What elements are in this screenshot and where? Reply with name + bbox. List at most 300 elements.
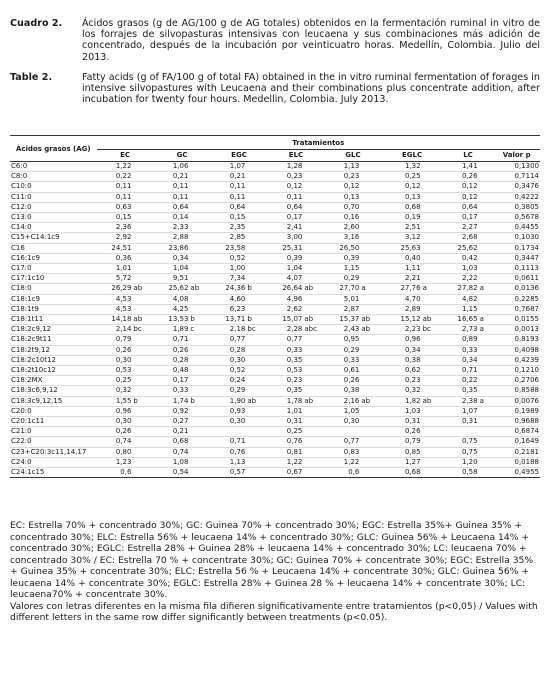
significance-letter <box>303 437 324 447</box>
significance-letter <box>132 345 153 355</box>
treatment-value: 4,96 <box>268 294 304 304</box>
significance-letter <box>132 457 153 467</box>
treatment-value: 0,57 <box>211 468 247 478</box>
significance-letter <box>360 294 381 304</box>
treatment-value: 23,86 <box>154 243 190 253</box>
fatty-acid-name: C24:0 <box>10 457 97 467</box>
significance-letter <box>132 335 153 345</box>
treatment-value: 27,76 <box>381 284 421 294</box>
treatment-value: 1,07 <box>211 162 247 172</box>
treatment-value: 1,89 <box>154 325 190 335</box>
treatment-value: 0,29 <box>324 274 360 284</box>
treatment-value: 0,30 <box>324 417 360 427</box>
significance-letter <box>479 457 494 467</box>
significance-letter <box>132 437 153 447</box>
caption-english-text: Fatty acids (g of FA/100 g of total FA) obtained in the in vitro ruminal fermentation of forages in intensive silvopastures with Leucaena and their combinations plus concentrate addition, after incubation for twenty four hours. Medellin, Colombia. July 2013. <box>82 72 540 106</box>
treatment-value: 2,43 <box>324 325 360 335</box>
treatment-value: 0,15 <box>211 213 247 223</box>
column-header: GC <box>154 150 211 162</box>
significance-letter <box>479 182 494 192</box>
treatment-value <box>324 427 360 437</box>
treatment-value: 27,70 <box>324 284 360 294</box>
treatment-value: 0,35 <box>268 386 304 396</box>
significance-letter <box>303 427 324 437</box>
treatment-value: 2,35 <box>211 223 247 233</box>
treatment-value: 0,11 <box>97 192 133 202</box>
treatment-value: 0,52 <box>211 366 247 376</box>
fatty-acid-name: C17:0 <box>10 264 97 274</box>
treatment-value: 1,11 <box>381 264 421 274</box>
treatment-value: 2,27 <box>443 223 479 233</box>
significance-letter <box>479 386 494 396</box>
p-value: 0,1113 <box>493 264 540 274</box>
table-footnotes <box>10 520 540 624</box>
significance-letter <box>422 233 443 243</box>
treatment-value: 0,34 <box>154 253 190 263</box>
significance-letter <box>479 437 494 447</box>
treatment-value: 0,68 <box>381 202 421 212</box>
treatment-value: 0,28 <box>211 345 247 355</box>
treatment-value: 0,35 <box>268 355 304 365</box>
significance-letter <box>189 427 210 437</box>
significance-letter <box>422 274 443 284</box>
treatment-value: 0,17 <box>268 213 304 223</box>
treatment-value: 1,01 <box>268 406 304 416</box>
treatment-value: 4,53 <box>97 294 133 304</box>
treatment-value: 1,41 <box>443 162 479 172</box>
treatment-value: 1,32 <box>381 162 421 172</box>
treatment-value: 2,21 <box>381 274 421 284</box>
significance-letter: b <box>189 396 210 406</box>
treatment-value: 0,32 <box>381 386 421 396</box>
treatment-value: 1,13 <box>324 162 360 172</box>
treatment-value: 2,22 <box>443 274 479 284</box>
significance-letter <box>132 417 153 427</box>
significance-letter: ab <box>422 396 443 406</box>
p-value: 0,4455 <box>493 223 540 233</box>
treatment-value: 0,85 <box>381 447 421 457</box>
fatty-acid-name: C18:3c6,9,12 <box>10 386 97 396</box>
significance-letter <box>303 202 324 212</box>
significance-letter <box>189 345 210 355</box>
significance-letter <box>422 223 443 233</box>
significance-letter <box>303 233 324 243</box>
significance-letter <box>246 294 267 304</box>
treatment-value: 1,78 <box>268 396 304 406</box>
treatment-value: 1,06 <box>154 162 190 172</box>
significance-letter <box>360 366 381 376</box>
table-row <box>10 294 540 304</box>
treatment-value: 4,08 <box>154 294 190 304</box>
significance-letter <box>246 172 267 182</box>
treatment-value: 0,64 <box>268 202 304 212</box>
significance-letter <box>246 406 267 416</box>
treatment-value: 1,23 <box>97 457 133 467</box>
treatment-value: 1,22 <box>324 457 360 467</box>
treatment-value: 0,89 <box>443 335 479 345</box>
treatment-value: 26,29 <box>97 284 133 294</box>
treatment-value: 0,13 <box>381 192 421 202</box>
significance-letter <box>189 192 210 202</box>
treatment-value: 2,68 <box>443 233 479 243</box>
significance-letter <box>132 376 153 386</box>
fatty-acid-name: C22:0 <box>10 437 97 447</box>
significance-letter <box>422 457 443 467</box>
p-value: 0,4222 <box>493 192 540 202</box>
significance-letter <box>303 355 324 365</box>
fatty-acid-name: C18:2MX <box>10 376 97 386</box>
significance-letter <box>422 427 443 437</box>
fatty-acid-name: C11:0 <box>10 192 97 202</box>
caption-spanish <box>10 18 540 63</box>
table-row <box>10 304 540 314</box>
treatment-value: 0,26 <box>443 172 479 182</box>
treatment-value: 0,13 <box>324 192 360 202</box>
significance-letter <box>422 182 443 192</box>
treatment-value: 0,23 <box>381 376 421 386</box>
treatment-value: 0,71 <box>211 437 247 447</box>
significance-letter <box>246 223 267 233</box>
significance-letter <box>479 355 494 365</box>
treatment-value: 2,16 <box>324 396 360 406</box>
significance-letter <box>246 202 267 212</box>
significance-letter: a <box>422 284 443 294</box>
table-row <box>10 315 540 325</box>
table-row <box>10 162 540 172</box>
treatment-value: 0,23 <box>324 172 360 182</box>
significance-letter <box>360 213 381 223</box>
treatment-value: 3,00 <box>268 233 304 243</box>
table-row <box>10 233 540 243</box>
significance-letter <box>132 182 153 192</box>
significance-letter <box>360 386 381 396</box>
significance-letter <box>479 468 494 478</box>
treatment-value: 0,33 <box>443 345 479 355</box>
significance-letter <box>246 417 267 427</box>
significance-letter <box>360 335 381 345</box>
treatment-value: 0,33 <box>324 355 360 365</box>
treatment-value: 2,60 <box>324 223 360 233</box>
treatment-value: 0,68 <box>381 468 421 478</box>
treatment-value: 1,08 <box>154 457 190 467</box>
table-row <box>10 406 540 416</box>
table-row <box>10 437 540 447</box>
significance-letter <box>303 294 324 304</box>
significance-letter <box>246 304 267 314</box>
treatment-value: 0,17 <box>154 376 190 386</box>
significance-letter: ab <box>303 396 324 406</box>
p-value: 0,9688 <box>493 417 540 427</box>
table-row <box>10 355 540 365</box>
significance-letter <box>422 447 443 457</box>
significance-letter <box>246 345 267 355</box>
significance-letter <box>189 223 210 233</box>
significance-letter <box>189 355 210 365</box>
significance-letter <box>246 447 267 457</box>
table-row <box>10 253 540 263</box>
significance-letter: b <box>246 284 267 294</box>
significance-letter <box>246 264 267 274</box>
significance-letter <box>189 213 210 223</box>
treatment-value: 2,51 <box>381 223 421 233</box>
significance-letter <box>422 366 443 376</box>
significance-letter <box>132 406 153 416</box>
treatment-value: 1,22 <box>97 162 133 172</box>
p-value: 0,1210 <box>493 366 540 376</box>
significance-letter <box>422 202 443 212</box>
fatty-acid-name: C15+C14:1c9 <box>10 233 97 243</box>
treatment-value: 0,83 <box>324 447 360 457</box>
significance-letter <box>422 406 443 416</box>
significance-letter <box>246 376 267 386</box>
fatty-acids-table <box>10 138 540 478</box>
significance-letter <box>360 264 381 274</box>
significance-letter <box>303 468 324 478</box>
significance-letter <box>246 182 267 192</box>
treatment-value: 0,25 <box>268 427 304 437</box>
treatment-value: 26,64 <box>268 284 304 294</box>
table-top-rule <box>10 135 540 136</box>
treatment-value: 6,23 <box>211 304 247 314</box>
treatment-value: 0,63 <box>97 202 133 212</box>
treatment-value: 0,36 <box>97 253 133 263</box>
treatment-value: 0,29 <box>324 345 360 355</box>
p-value: 0,0188 <box>493 457 540 467</box>
treatment-value: 0,33 <box>268 345 304 355</box>
fatty-acid-name: C16 <box>10 243 97 253</box>
treatment-value: 0,6 <box>324 468 360 478</box>
p-value: 0,4098 <box>493 345 540 355</box>
treatment-value: 0,40 <box>381 253 421 263</box>
treatment-value: 0,21 <box>154 172 190 182</box>
treatment-value: 0,26 <box>97 345 133 355</box>
significance-letter <box>303 406 324 416</box>
significance-letter <box>189 162 210 172</box>
treatment-value: 0,12 <box>324 182 360 192</box>
significance-letter <box>132 355 153 365</box>
significance-letter <box>479 243 494 253</box>
significance-letter: ab <box>360 325 381 335</box>
treatment-value: 0,25 <box>97 376 133 386</box>
treatment-value: 0,24 <box>211 376 247 386</box>
caption-english-label: Table 2. <box>10 72 53 83</box>
significance-letter <box>479 274 494 284</box>
treatment-value: 0,19 <box>381 213 421 223</box>
significance-letter <box>479 417 494 427</box>
treatment-value: 0,22 <box>97 172 133 182</box>
treatment-value: 0,26 <box>381 427 421 437</box>
treatment-value: 0,26 <box>324 376 360 386</box>
treatment-value: 1,05 <box>324 406 360 416</box>
fatty-acid-name: C18:0 <box>10 284 97 294</box>
significance-letter <box>422 335 443 345</box>
treatment-value: 1,90 <box>211 396 247 406</box>
treatment-value: 0,38 <box>381 355 421 365</box>
treatment-value: 0,31 <box>268 417 304 427</box>
table-row <box>10 284 540 294</box>
significance-letter <box>303 376 324 386</box>
treatment-value: 0,39 <box>324 253 360 263</box>
fatty-acid-name: C23+C20:3c11,14,17 <box>10 447 97 457</box>
treatment-value: 4,60 <box>211 294 247 304</box>
treatment-value: 0,75 <box>443 447 479 457</box>
significance-letter <box>422 243 443 253</box>
fatty-acid-name: C14:0 <box>10 223 97 233</box>
treatment-value: 15,07 <box>268 315 304 325</box>
significance-letter: bc <box>132 325 153 335</box>
significance-letter <box>479 202 494 212</box>
significance-letter <box>303 335 324 345</box>
treatment-value: 0,12 <box>268 182 304 192</box>
treatment-value: 0,25 <box>381 172 421 182</box>
p-value: 0,4955 <box>493 468 540 478</box>
fatty-acid-name: C18:2c9,12 <box>10 325 97 335</box>
significance-letter <box>479 253 494 263</box>
treatment-value: 3,16 <box>324 233 360 243</box>
significance-letter <box>246 233 267 243</box>
table-row <box>10 417 540 427</box>
significance-letter <box>303 386 324 396</box>
treatment-value: 4,07 <box>268 274 304 284</box>
table-row <box>10 202 540 212</box>
treatment-abbreviations-note: EC: Estrella 70% + concentrado 30%; GC: Guinea 70% + concentrado 30%; EGC: Estrella 35%+ Guinea 35% + concentrado 30%; ELC: Estrella 56% + leucaena 14% + concentrado 30%; GLC: Guinea 56% + Leucaena 14% + concentrado 30%; EGLC: Estrella 28% + Guinea 28% + leucaena 14% + concentrado 30%; LC: leucaena 70% + concentrado 30% / EC: Estrella 70 % + concentrate 30%; GC: Guinea 70% + concentrate 30%; EGC: Estrella 35% + Guinea 35% + concentrate 30%; ELC: Estrella 56 % + Leucaena 14% + concentrate 30%; GLC: Guinea 56% + leucaena 14% + concentrate 30%; EGLC: Estrella 28% + Guinea 28 % + leucaena 14% + concentrate 30%; LC: leucaena70% + concentrate 30%. <box>10 520 534 600</box>
treatment-value: 16,65 <box>443 315 479 325</box>
significance-letter <box>189 264 210 274</box>
table-row <box>10 396 540 406</box>
table-row <box>10 427 540 437</box>
treatment-value: 0,26 <box>97 427 133 437</box>
treatment-value: 0,31 <box>381 417 421 427</box>
significance-letter <box>246 335 267 345</box>
p-value: 0,7687 <box>493 304 540 314</box>
significance-letter <box>479 223 494 233</box>
significance-letter <box>303 223 324 233</box>
significance-letter <box>303 417 324 427</box>
p-value: 0,0155 <box>493 315 540 325</box>
significance-letter <box>360 447 381 457</box>
treatment-value: 0,12 <box>381 182 421 192</box>
p-value: 0,1030 <box>493 233 540 243</box>
treatment-value: 0,14 <box>154 213 190 223</box>
treatment-value: 1,00 <box>211 264 247 274</box>
significance-letter <box>189 366 210 376</box>
significance-letter <box>132 274 153 284</box>
treatment-value: 24,51 <box>97 243 133 253</box>
significance-letter <box>303 162 324 172</box>
significance-letter <box>479 427 494 437</box>
treatment-value: 5,01 <box>324 294 360 304</box>
table-row <box>10 264 540 274</box>
treatment-value: 0,30 <box>211 417 247 427</box>
treatment-value: 2,85 <box>211 233 247 243</box>
treatment-value: 2,38 <box>443 396 479 406</box>
significance-letter <box>303 172 324 182</box>
significance-letter <box>303 243 324 253</box>
treatment-value: 0,22 <box>443 376 479 386</box>
significance-letter <box>360 468 381 478</box>
treatment-value: 14,18 <box>97 315 133 325</box>
treatment-value: 1,03 <box>443 264 479 274</box>
p-value: 0,8588 <box>493 386 540 396</box>
fatty-acid-name: C20:1c11 <box>10 417 97 427</box>
treatment-value: 1,04 <box>154 264 190 274</box>
treatment-value: 2,23 <box>381 325 421 335</box>
significance-letter <box>246 457 267 467</box>
treatment-value: 0,11 <box>97 182 133 192</box>
treatment-value: 0,30 <box>97 417 133 427</box>
treatment-value: 25,62 <box>443 243 479 253</box>
significance-letter <box>246 213 267 223</box>
significance-letter: ab <box>189 284 210 294</box>
significance-letter <box>246 243 267 253</box>
treatment-value: 25,31 <box>268 243 304 253</box>
fatty-acid-name: C8:0 <box>10 172 97 182</box>
significance-letter <box>360 202 381 212</box>
significance-letter <box>189 233 210 243</box>
significance-letter <box>132 264 153 274</box>
p-value: 0,3447 <box>493 253 540 263</box>
treatment-value: 1,74 <box>154 396 190 406</box>
significance-letter <box>422 264 443 274</box>
significance-letter <box>303 213 324 223</box>
significance-letter: b <box>246 315 267 325</box>
significance-letter: ab <box>303 315 324 325</box>
treatment-value: 9,51 <box>154 274 190 284</box>
significance-letter <box>132 366 153 376</box>
significance-letter <box>479 366 494 376</box>
table-row <box>10 172 540 182</box>
column-header: EGLC <box>381 150 442 162</box>
significance-letter: b <box>189 315 210 325</box>
significance-letter: ab <box>132 315 153 325</box>
treatment-value: 1,03 <box>381 406 421 416</box>
significance-letter <box>246 162 267 172</box>
treatment-value: 0,33 <box>154 386 190 396</box>
treatment-value: 0,12 <box>443 192 479 202</box>
treatment-value: 0,30 <box>97 355 133 365</box>
significance-letter <box>422 294 443 304</box>
treatment-value: 0,34 <box>443 355 479 365</box>
treatment-value: 2,89 <box>381 304 421 314</box>
treatment-value: 25,62 <box>154 284 190 294</box>
significance-letter <box>246 274 267 284</box>
significance-letter: a <box>479 396 494 406</box>
treatment-value: 0,32 <box>97 386 133 396</box>
significance-letter <box>360 427 381 437</box>
significance-letter <box>303 274 324 284</box>
treatment-value: 0,96 <box>381 335 421 345</box>
treatment-value: 13,71 <box>211 315 247 325</box>
significance-letter <box>360 304 381 314</box>
treatment-value: 1,55 <box>97 396 133 406</box>
significance-letter <box>360 162 381 172</box>
significance-letter <box>422 253 443 263</box>
treatment-value: 0,64 <box>154 202 190 212</box>
significance-letter <box>422 213 443 223</box>
header-treatments: Tratamientos <box>97 138 540 150</box>
significance-letter <box>132 427 153 437</box>
treatment-value: 15,37 <box>324 315 360 325</box>
fatty-acid-name: C18:3c9,12,15 <box>10 396 97 406</box>
treatment-value: 0,28 <box>154 355 190 365</box>
significance-letter: ab <box>132 284 153 294</box>
treatment-value: 1,22 <box>268 457 304 467</box>
table-row <box>10 457 540 467</box>
treatment-value: 0,77 <box>324 437 360 447</box>
fatty-acid-name: C18:2t9,12 <box>10 345 97 355</box>
significance-letter <box>189 335 210 345</box>
significance-letter: bc <box>246 325 267 335</box>
